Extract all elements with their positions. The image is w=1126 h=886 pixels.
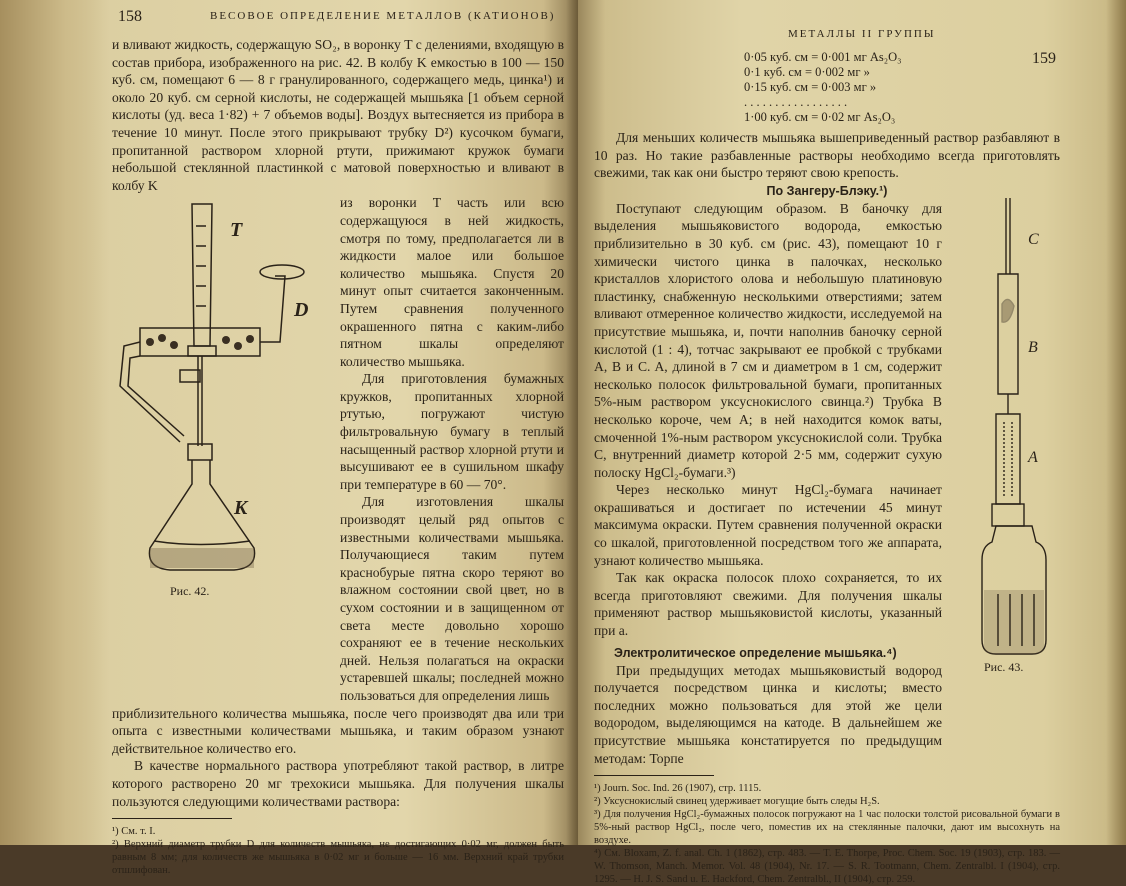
left-para-top: и вливают жидкость, содержащую SO₂, в воронку T с делениями, входящую в состав прибора, изображенного на рис. 42. В колбу K емкостью в 100 — 150 куб. см, помещают 6 — 8 г гранулированного, содержащего медь, цинка¹) и около 20 куб. см серной кислоты, не содержащей мышьяка [1 объем серной кислоты (уд. веса 1·82) + 7 объемов воды]. Воздух вытесняется из прибора в течение 10 минут. После этого прикрывают трубку D²) кусочком бумаги, пропитанной раствором хлорной ртути, прижимают кружок бумаги небольшой стеклянной пластинкой с матовой поверхностью и вливают в колбу K bbox=[112, 37, 564, 193]
fig42-label-K: K bbox=[234, 497, 248, 519]
formula-line: 0·05 куб. см = 0·001 мг As₂O₃ bbox=[744, 50, 902, 64]
right-running-head: МЕТАЛЛЫ II ГРУППЫ bbox=[788, 28, 936, 40]
right-footnote-3: ³) Для получения HgCl₂-бумажных полосок погружают на 1 час полоски толстой рисовальной бумаги в 5%-ный раствор HgCl₂, после чего, поместив их на стеклянные палочки, дают им высохнуть на воздухе. bbox=[594, 809, 1060, 847]
formula-line: 1·00 куб. см = 0·02 мг As₂O₃ bbox=[744, 110, 896, 124]
right-page bbox=[578, 0, 1126, 886]
formula-line: 0·1 куб. см = 0·002 мг » bbox=[744, 65, 870, 79]
figure-43-caption: Рис. 43. bbox=[984, 660, 1024, 674]
left-para-wrap2: Для приготовления бумажных кружков, пропитанных хлорной ртутью, погружают чистую фильтровальную бумагу в теплый насыщенный раствор хлорной ртути и высушивают ее в сушильном шкафу при температуре в 60 — 70°. bbox=[340, 371, 564, 492]
left-running-head: ВЕСОВОЕ ОПРЕДЕЛЕНИЕ МЕТАЛЛОВ (КАТИОНОВ) bbox=[210, 10, 556, 22]
figure-43-apparatus-drawing bbox=[978, 194, 1062, 662]
formula-block bbox=[744, 50, 1060, 125]
right-para-4: Так как окраска полосок плохо сохраняется, то их всегда приготовляют свежими. Для получения шкалы применяют раствор мышьяковистой кислоты, указанный при a. bbox=[594, 570, 942, 639]
left-page-number: 158 bbox=[118, 8, 142, 25]
heading-electrolytic: Электролитическое определение мышьяка.⁴) bbox=[614, 645, 897, 660]
formula-line: 0·15 куб. см = 0·003 мг » bbox=[744, 80, 877, 94]
left-para-wrap1: из воронки T часть или всю содержащуюся в ней жидкость, смотря по тому, предполагается ли в жидкости малое или большое количество мышьяка. Спустя 20 минут опыт считается законченным. Путем сравнения полученного окрашенного пятна с каким-либо пятном шкалы определяют количество мышьяка. bbox=[340, 195, 564, 369]
left-para-last: В качестве нормального раствора употребляют такой раствор, в литре которого растворено 20 мг трехокиси мышьяка. Для получения шкалы пользуются следующими количествами раствора: bbox=[112, 758, 564, 809]
left-footnote-2: ²) Верхний диаметр трубки D для количеств мышьяка, не достигающих 0·02 мг, должен быть равным 8 мм; для количеств же мышьяка в 0·02 мг и больше — 16 мм. Верхний край трубки отшлифован. bbox=[112, 839, 564, 877]
fig42-label-D: D bbox=[294, 299, 309, 321]
page-edge-shadow bbox=[0, 0, 110, 845]
footnote-rule-right bbox=[594, 775, 714, 776]
figure-43 bbox=[978, 194, 1062, 680]
page-edge-shadow-right bbox=[1106, 0, 1126, 845]
fig43-label-A: A bbox=[1028, 449, 1038, 466]
figure-42 bbox=[110, 196, 336, 606]
left-para-full: приблизительного количества мышьяка, после чего производят два или три опыта с известными количествами мышьяка, и таким образом узнают действительное количество его. bbox=[112, 705, 564, 756]
figure-42-caption: Рис. 42. bbox=[170, 584, 210, 598]
right-footnote-2: ²) Уксуснокислый свинец удерживает могущие быть следы H₂S. bbox=[594, 796, 880, 808]
fig43-label-B: B bbox=[1028, 339, 1038, 356]
heading-sanger-black: По Зангеру-Блэку.¹) bbox=[766, 183, 888, 198]
fig42-label-T: T bbox=[230, 219, 243, 241]
left-para-wrap3: Для изготовления шкалы производят целый ряд опытов с известными количествами мышьяка. Получающиеся таким путем краснобурые пятна скоро теряют во влажном состоянии свой цвет, но в сухом состоянии и в защищенном от света месте довольно хорошо сохраняют ее в течение нескольких дней. Нельзя полагаться на окраски устаревшей шкалы; последней можно пользоваться для определения лишь bbox=[340, 494, 564, 703]
formula-line: . . . . . . . . . . . . . . . . . bbox=[744, 95, 848, 109]
fig43-label-C: C bbox=[1028, 231, 1039, 248]
right-para-3: Через несколько минут HgCl₂-бумага начинает окрашиваться и достигает по истечении 45 минут максимума окраски. Путем сравнения полученной окраски со шкалой, приготовленной посредством того же аппарата, узнают количество мышьяка. bbox=[594, 482, 942, 568]
right-para-5: При предыдущих методах мышьяковистый водород получается посредством цинка и кислоты; вместо последних можно пользоваться для этой же цели водородом, выделяющимся на катоде. В дальнейшем же присутствие мышьяка констатируется по предыдущим методам: Торпе bbox=[594, 662, 942, 766]
right-footnote-4: ⁴) См. Bloxam, Z. f. anal. Ch. 1 (1862), стр. 483. — T. E. Thorpe, Proc. Chem. Soc. 19 (1903), стр. 183. — W. Thomson, Manch. Memor. Vol. 48 (1904), Nr. 17. — S. R. Tootmann, Chem. Zentralbl. I (1904), стр. 1295. — H. J. S. Sand u. E. Hackford, Chem. Zentralbl., II (1904), стр. 259. bbox=[594, 848, 1060, 886]
right-footnote-1: ¹) Journ. Soc. Ind. 26 (1907), стр. 1115. bbox=[594, 783, 762, 795]
footnote-rule bbox=[112, 818, 232, 819]
right-para-1: Для меньших количеств мышьяка вышеприведенный раствор разбавляют в 10 раз. Но такие разбавленные растворы необходимо всегда приготовлять свежими, так как они быстро теряют свою крепость. bbox=[594, 130, 1060, 181]
figure-42-apparatus-drawing bbox=[110, 196, 336, 586]
right-page-number: 159 bbox=[1032, 50, 1056, 67]
left-footnote-1: ¹) См. т. I. bbox=[112, 826, 156, 838]
right-para-2: Поступают следующим образом. В баночку для выделения мышьяковистого водорода, емкостью приблизительно в 30 куб. см (рис. 43), помещают 10 г химически чистого цинка в палочках, несколько кристаллов хлористого олова и небольшую платиновую пластинку, снабженную несколькими отверстиями; затем вливают отмеренное количество жидкости, исследуемой на присутствие мышьяка, и, почти наполнив баночку серной кислотой (1 : 4), тотчас закрывают ее пробкой с трубками A, B и C. A, длиной в 7 см и диаметром в 1 см, содержит несколько полосок фильтровальной бумаги, пропитанных 5%-ным раствором уксуснокислого свинца.²) Трубка B несколько короче, чем A; в ней находится комок ваты, смоченной 1%-ным раствором уксуснокислой соли. Трубка C, внутренний диаметр которой 2·5 мм, содержит сухую полоску HgCl₂-бумаги.³) bbox=[594, 200, 942, 480]
